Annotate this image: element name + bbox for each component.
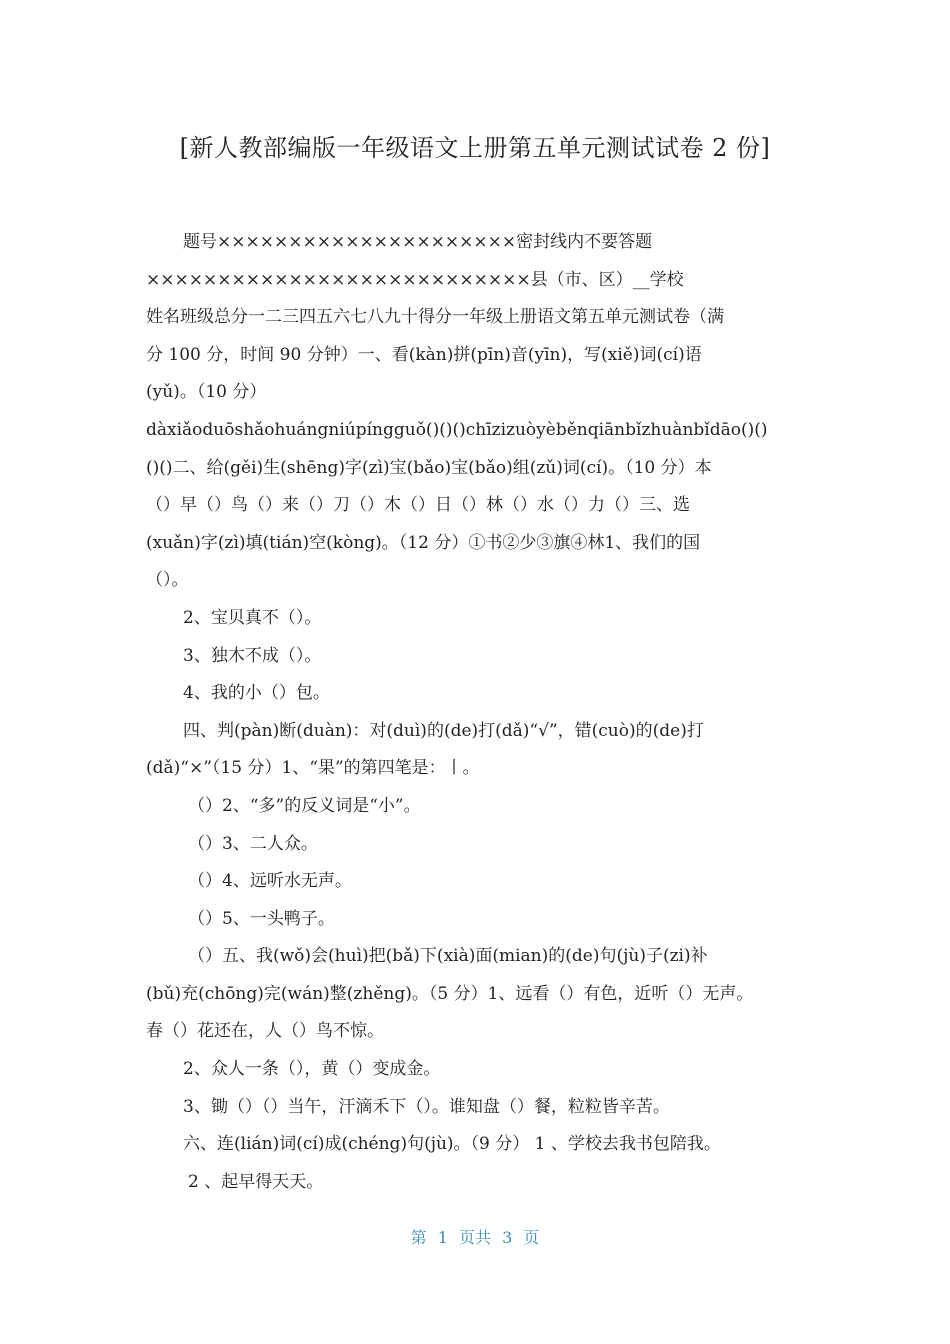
text-line: 4、我的小（）包。: [183, 683, 330, 704]
text-line: 春（）花还在，人（）鸟不惊。: [146, 1021, 384, 1042]
text-line: （）。: [146, 570, 189, 591]
text-line: （）5、一头鸭子。: [188, 908, 335, 929]
text-line: （）4、远听水无声。: [188, 871, 352, 892]
text-line: (yǔ)。（10 分）: [146, 382, 267, 403]
text-line: dàxiǎoduōshǎohuángniúpíngguǒ()()()chīzizuòyèběnqiānbǐzhuànbǐdāo()(): [146, 419, 768, 440]
text-line: 2、宝贝真不（）。: [183, 607, 322, 628]
text-line: 题号×××××××××××××××××××××密封线内不要答题: [183, 232, 653, 252]
document-body: [146, 224, 826, 1201]
text-line: (dǎ)“×”（15 分）1、“果”的第四笔是：丨。: [146, 758, 480, 779]
text-line: 分 100 分，时间 90 分钟）一、看(kàn)拼(pīn)音(yīn)，写(xiě)词(cí)语: [146, 344, 702, 365]
text-line: 四、判(pàn)断(duàn)：对(duì)的(de)打(dǎ)“√”，错(cuò)的(de)打: [183, 720, 704, 741]
text-line: （）五、我(wǒ)会(huì)把(bǎ)下(xià)面(mian)的(de)句(jù)子(zi)补: [188, 946, 708, 967]
text-line: (xuǎn)字(zì)填(tián)空(kòng)。（12 分）①书②少③旗④林1、我们的国: [146, 532, 701, 553]
text-line: ()()二、给(gěi)生(shēng)字(zì)宝(bǎo)宝(bǎo)组(zǔ)词(cí)。（10 分）本: [146, 457, 712, 478]
text-line: 2 、起早得天天。: [188, 1171, 324, 1192]
text-line: 3、锄（）（）当午，汗滴禾下（）。谁知盘（）餐，粒粒皆辛苦。: [183, 1096, 670, 1117]
text-line: 3、独木不成（）。: [183, 645, 322, 666]
text-line: ×××××××××××××××××××××××××××县（市、区）__学校: [146, 269, 684, 290]
document-title: [新人教部编版一年级语文上册第五单元测试试卷 2 份]: [179, 134, 771, 162]
text-line: 六、连(lián)词(cí)成(chéng)句(jù)。（9 分） 1 、学校去我书包陪我。: [183, 1134, 721, 1155]
text-line: （）早（）鸟（）来（）刀（）木（）日（）林（）水（）力（）三、选: [146, 495, 690, 516]
text-line: 2、众人一条（），黄（）变成金。: [183, 1059, 441, 1080]
text-line: (bǔ)充(chōng)完(wán)整(zhěng)。（5 分）1、远看（）有色，近听（）无声。: [146, 983, 754, 1004]
text-line: （）3、二人众。: [188, 833, 318, 854]
text-line: （）2、“多”的反义词是“小”。: [188, 795, 421, 816]
page-footer: 第 1 页共 3 页: [410, 1228, 540, 1247]
text-line: 姓名班级总分一二三四五六七八九十得分一年级上册语文第五单元测试卷（满: [146, 307, 724, 328]
